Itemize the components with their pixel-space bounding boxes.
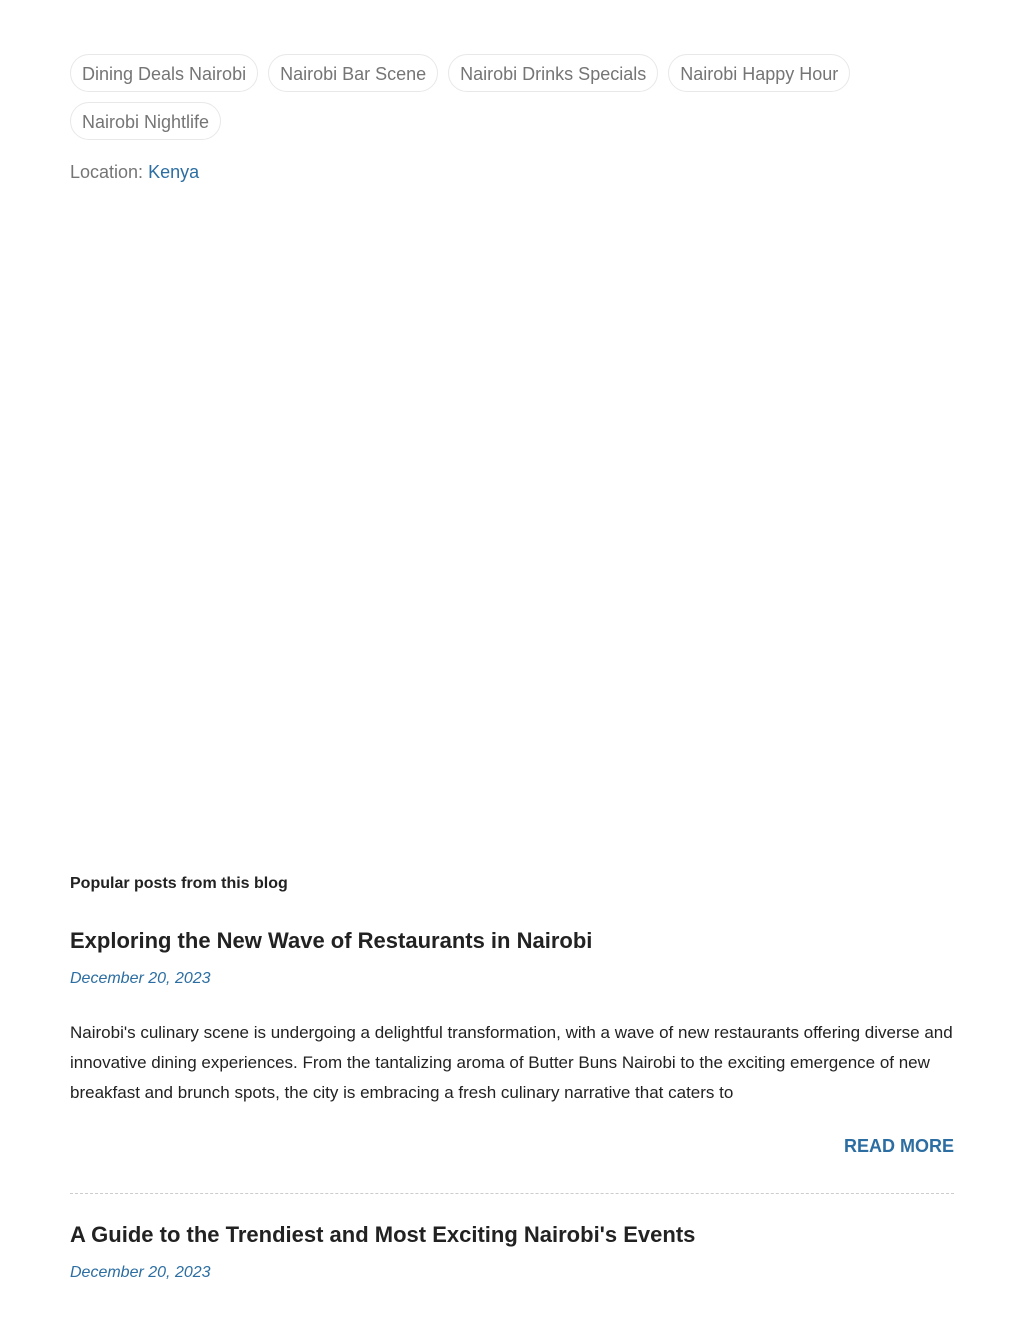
label-chip-nairobi-drinks-specials[interactable]: Nairobi Drinks Specials (448, 54, 658, 92)
label-chip-nairobi-bar-scene[interactable]: Nairobi Bar Scene (268, 54, 438, 92)
location-link[interactable]: Kenya (148, 162, 200, 182)
read-more-link[interactable]: READ MORE (843, 1136, 954, 1156)
popular-posts-heading: Popular posts from this blog (70, 875, 288, 892)
label-chip-nairobi-happy-hour[interactable]: Nairobi Happy Hour (668, 54, 850, 92)
post-date: December 20, 2023 (70, 1264, 211, 1281)
popular-post (70, 928, 954, 1157)
post-title-link[interactable]: Exploring the New Wave of Restaurants in Nairobi (70, 928, 593, 953)
label-row (70, 54, 970, 92)
location-prefix: Location: (70, 162, 144, 182)
label-row (70, 102, 970, 140)
popular-post (70, 1222, 954, 1282)
post-snippet: Nairobi's culinary scene is undergoing a delightful transformation, with a wave of new restaurants offering diverse and innovative dining experiences. From the tantalizing aroma of Butter Buns Nairobi to the exciting emergence of new breakfast and brunch spots, the city is embracing a fresh culinary narrative that caters to (70, 1023, 953, 1102)
post-divider (70, 1193, 954, 1194)
post-labels (70, 54, 970, 150)
post-date: December 20, 2023 (70, 970, 211, 987)
label-chip-dining-deals-nairobi[interactable]: Dining Deals Nairobi (70, 54, 258, 92)
post-title-link[interactable]: A Guide to the Trendiest and Most Exciting Nairobi's Events (70, 1222, 696, 1247)
post-location (70, 162, 199, 183)
label-chip-nairobi-nightlife[interactable]: Nairobi Nightlife (70, 102, 221, 140)
